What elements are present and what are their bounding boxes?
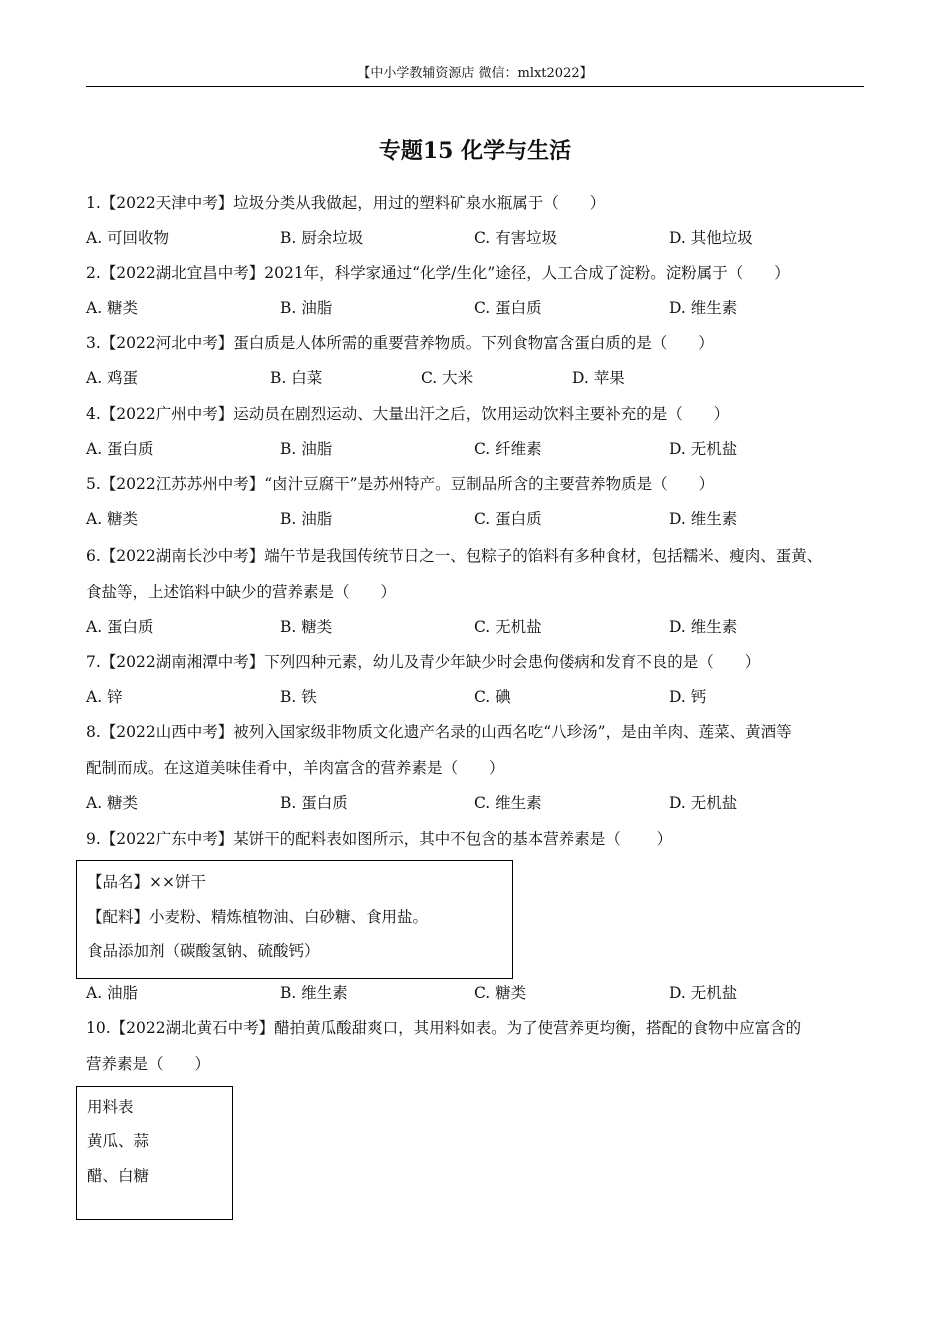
question-7-options: [86, 686, 886, 708]
option-b: B. 白菜: [270, 369, 323, 387]
option-a: A. 油脂: [86, 984, 139, 1002]
question-7-text: 7.【2022湖南湘潭中考】下列四种元素，幼儿及青少年缺少时会患佝偻病和发育不良的是（ ）: [86, 653, 761, 671]
option-b: B. 维生素: [280, 984, 348, 1002]
option-a: A. 锌: [86, 688, 123, 706]
option-d: D. 维生素: [669, 618, 738, 636]
page-title: 专题15 化学与生活: [378, 138, 572, 164]
option-b: B. 铁: [280, 688, 317, 706]
option-d: D. 苹果: [572, 369, 625, 387]
option-b: B. 油脂: [280, 440, 333, 458]
option-b: B. 糖类: [280, 618, 333, 636]
option-c: C. 碘: [474, 688, 511, 706]
question-10-text-cont: 营养素是（ ）: [86, 1055, 211, 1073]
option-c: C. 大米: [421, 369, 474, 387]
question-4-options: [86, 438, 886, 460]
question-9-options: [86, 982, 886, 1004]
ingredient-label-line: 【配料】小麦粉、精炼植物油、白砂糖、食用盐。: [87, 908, 429, 926]
ingredient-label-line: 食品添加剂（碳酸氢钠、硫酸钙）: [87, 942, 320, 960]
option-c: C. 纤维素: [474, 440, 542, 458]
question-6-text-cont: 食盐等，上述馅料中缺少的营养素是（ ）: [86, 583, 397, 601]
option-d: D. 无机盐: [669, 984, 738, 1002]
option-a: A. 鸡蛋: [86, 369, 139, 387]
question-9-text: 9.【2022广东中考】某饼干的配料表如图所示，其中不包含的基本营养素是（ ）: [86, 830, 673, 848]
question-6-text: 6.【2022湖南长沙中考】端午节是我国传统节日之一、包粽子的馅料有多种食材，包括糯米、瘦肉、蛋黄、: [86, 547, 823, 565]
option-d: D. 钙: [669, 688, 707, 706]
ingredient-label-line: 【品名】××饼干: [87, 873, 206, 891]
ingredients-table-box: [76, 1086, 233, 1220]
question-10-text: 10.【2022湖北黄石中考】醋拍黄瓜酸甜爽口，其用料如表。为了使营养更均衡，搭配的食物中应富含的: [86, 1019, 802, 1037]
question-8-options: [86, 792, 886, 814]
option-c: C. 蛋白质: [474, 299, 542, 317]
option-c: C. 有害垃圾: [474, 229, 558, 247]
question-8-text: 8.【2022山西中考】被列入国家级非物质文化遗产名录的山西名吃“八珍汤”，是由羊肉、莲菜、黄酒等: [86, 723, 792, 741]
question-1-options: [86, 227, 886, 249]
option-a: A. 蛋白质: [86, 440, 154, 458]
ingredients-table-line: 黄瓜、蒜: [87, 1132, 150, 1150]
question-5-options: [86, 508, 886, 530]
option-c: C. 无机盐: [474, 618, 542, 636]
question-2-options: [86, 297, 886, 319]
option-d: D. 维生素: [669, 299, 738, 317]
question-5-text: 5.【2022江苏苏州中考】“卤汁豆腐干”是苏州特产。豆制品所含的主要营养物质是（ ）: [86, 475, 715, 493]
question-2-text: 2.【2022湖北宜昌中考】2021年，科学家通过“化学/生化”途径，人工合成了淀粉。淀粉属于（ ）: [86, 264, 790, 282]
option-c: C. 糖类: [474, 984, 527, 1002]
ingredients-table-line: 用料表: [87, 1098, 134, 1116]
option-d: D. 无机盐: [669, 794, 738, 812]
question-3-options: [86, 367, 886, 389]
question-3-text: 3.【2022河北中考】蛋白质是人体所需的重要营养物质。下列食物富含蛋白质的是（ ）: [86, 334, 714, 352]
option-b: B. 蛋白质: [280, 794, 348, 812]
ingredients-table-line: 醋、白糖: [87, 1167, 150, 1185]
option-b: B. 油脂: [280, 299, 333, 317]
question-8-text-cont: 配制而成。在这道美味佳肴中，羊肉富含的营养素是（ ）: [86, 759, 505, 777]
option-d: D. 其他垃圾: [669, 229, 753, 247]
option-c: C. 维生素: [474, 794, 542, 812]
option-a: A. 糖类: [86, 510, 139, 528]
option-a: A. 蛋白质: [86, 618, 154, 636]
option-a: A. 糖类: [86, 299, 139, 317]
option-c: C. 蛋白质: [474, 510, 542, 528]
option-a: A. 可回收物: [86, 229, 170, 247]
option-d: D. 无机盐: [669, 440, 738, 458]
option-b: B. 厨余垃圾: [280, 229, 364, 247]
question-4-text: 4.【2022广州中考】运动员在剧烈运动、大量出汗之后，饮用运动饮料主要补充的是（ ）: [86, 405, 730, 423]
option-a: A. 糖类: [86, 794, 139, 812]
page-header: 【中小学教辅资源店 微信：mlxt2022】: [86, 64, 864, 87]
option-b: B. 油脂: [280, 510, 333, 528]
option-d: D. 维生素: [669, 510, 738, 528]
question-1-text: 1.【2022天津中考】垃圾分类从我做起，用过的塑料矿泉水瓶属于（ ）: [86, 194, 606, 212]
ingredient-label-box: [76, 860, 513, 979]
question-6-options: [86, 616, 886, 638]
